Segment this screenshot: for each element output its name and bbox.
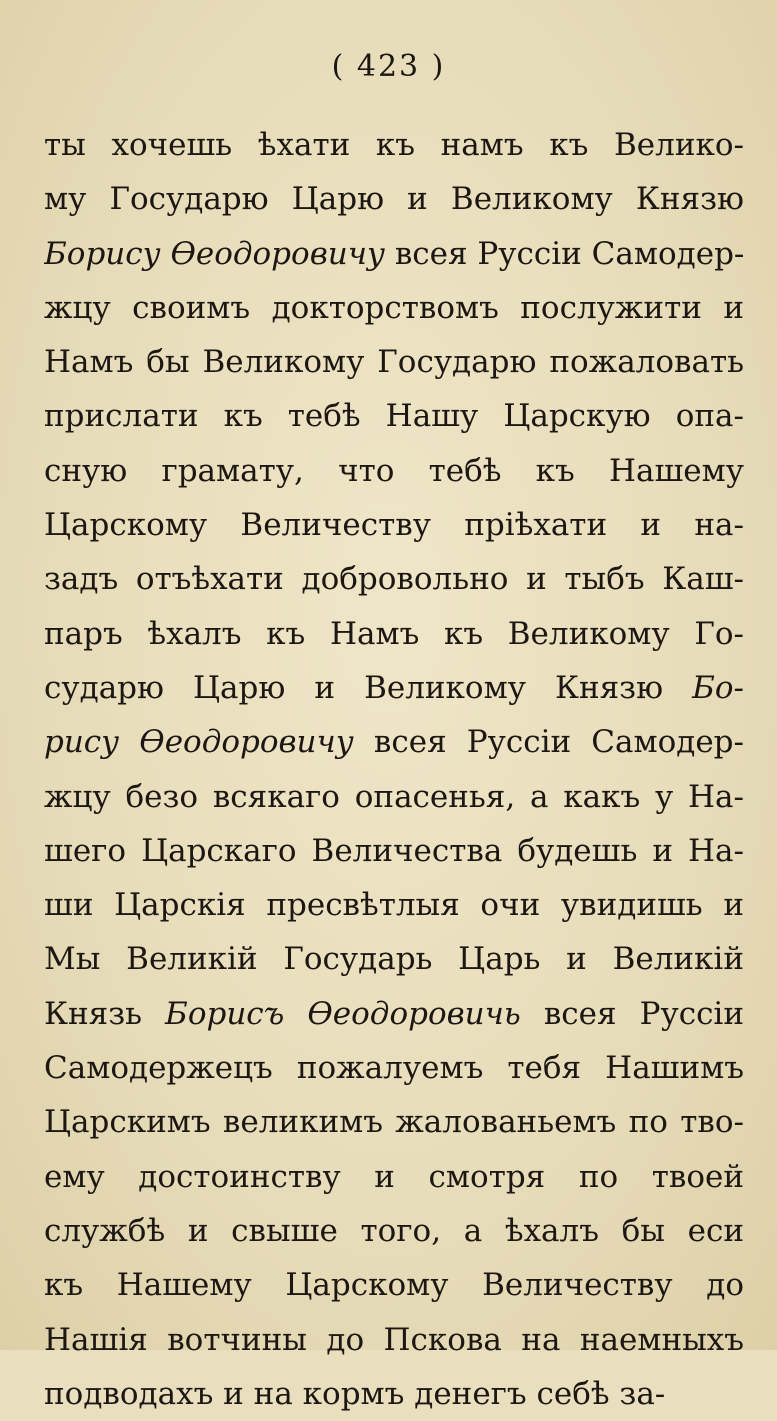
text-line — [44, 661, 744, 715]
text-span: жцу своимъ докторствомъ послужити и — [44, 289, 744, 326]
text-line — [44, 1367, 744, 1421]
text-line — [44, 1095, 744, 1149]
italic-name-span: Бо- — [692, 669, 744, 706]
text-span: всея Руссіи — [520, 995, 744, 1032]
text-span: сударю Царю и Великому Князю — [44, 669, 693, 706]
text-span: Царскимъ великимъ жалованьемъ по тво- — [44, 1104, 744, 1141]
text-line — [44, 1204, 744, 1258]
text-span: ему достоинству и смотря по твоей — [44, 1158, 744, 1195]
text-span: Намъ бы Великому Государю пожаловать — [44, 344, 744, 381]
text-line — [44, 1041, 744, 1095]
text-span: шего Царскаго Величества будешь и На- — [44, 832, 744, 869]
text-line — [44, 770, 744, 824]
text-span: Нашія вотчины до Пскова на наемныхъ — [44, 1321, 744, 1358]
text-line — [44, 1150, 744, 1204]
text-span: ши Царскія пресвѣтлыя очи увидишь и — [44, 887, 744, 924]
text-line — [44, 552, 744, 606]
text-span: Князь — [44, 995, 166, 1032]
text-line — [44, 878, 744, 932]
text-span: подводахъ и на кормъ денегъ себѣ за- — [44, 1375, 666, 1412]
text-span: всея Руссіи Самодер- — [353, 724, 744, 761]
text-span: всея Руссіи Самодер- — [384, 235, 744, 272]
page-number: ( 423 ) — [331, 49, 446, 84]
text-span: прислати къ тебѣ Нашу Царскую опа- — [44, 398, 744, 435]
text-span: задъ отъѣхати добровольно и тыбъ Каш- — [44, 561, 744, 598]
text-span: сную грамату, что тебѣ къ Нашему — [44, 452, 744, 489]
text-line — [44, 607, 744, 661]
text-line — [44, 987, 744, 1041]
text-span: ты хочешь ѣхати къ намъ къ Велико- — [44, 127, 744, 163]
text-line — [44, 498, 744, 552]
text-line — [44, 172, 744, 226]
text-line — [44, 281, 744, 335]
text-line — [44, 1313, 744, 1367]
text-span: службѣ и свыше того, а ѣхалъ бы еси — [44, 1212, 744, 1249]
text-span: жцу безо всякаго опасенья, а какъ у На- — [44, 778, 744, 815]
text-line — [44, 715, 744, 769]
text-span: Самодержецъ пожалуемъ тебя Нашимъ — [44, 1050, 744, 1087]
italic-name-span: Борисъ Ѳеодоровичь — [165, 995, 521, 1032]
text-span: Мы Великій Государь Царь и Великій — [44, 941, 744, 978]
italic-name-span: Борису Ѳеодоровичу — [44, 235, 385, 272]
text-line — [44, 932, 744, 986]
text-line — [44, 824, 744, 878]
text-span: му Государю Царю и Великому Князю — [44, 181, 744, 218]
italic-name-span: рису Ѳеодоровичу — [44, 724, 354, 761]
text-line — [44, 444, 744, 498]
text-span: къ Нашему Царскому Величеству до — [44, 1267, 744, 1304]
text-body — [44, 118, 744, 1421]
text-line — [44, 227, 744, 281]
text-line — [44, 389, 744, 443]
text-line — [44, 1258, 744, 1312]
text-line — [44, 335, 744, 389]
text-span: Царскому Величеству пріѣхати и на- — [44, 507, 744, 544]
text-line — [44, 118, 744, 172]
text-span: паръ ѣхалъ къ Намъ къ Великому Го- — [44, 615, 744, 652]
